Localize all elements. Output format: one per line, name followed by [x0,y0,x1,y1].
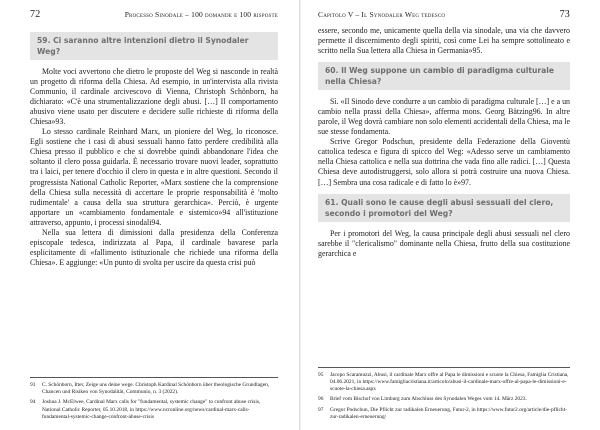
left-footnotes [30,377,278,424]
running-head-left: Processo Sinodale – 100 domande e 100 risposte [124,9,278,19]
right-running-header [318,2,570,26]
footnote-text: C. Schönborn, Itter, Zeige uns deine wege. Christoph Kardinal Schönborn über theologische Grundlagen, Chancen und Risiken von Synodalität, Communio, n. 3 (2022). [42,381,270,396]
right-footnotes [318,367,570,424]
question-59-box [30,32,278,60]
right-paragraph-3: Per i promotori del Weg, la causa principale degli abusi sessuali nel clero sarebbe il "clericalismo" dominante nella Chiesa, frutto della sua costituzione gerarchica e [318,228,570,258]
left-running-header [30,2,278,26]
right-body-text-mid [318,97,570,187]
footnote-number: 97 [318,406,324,413]
footnote-text: Jacopo Scaramuzzi, Abusi, il cardinale Marx offre al Papa le dimissioni e scuote la Chiesa, Famiglia Cristiana, 04.06.2021, in https://www.famigliacristiana.it/articolo/abusi-il-cardinale-marx-offre-al-papa-le-dimissioni-e-scuote-la-chiesa.aspx [330,371,569,393]
footnote-97 [318,407,570,421]
page-number-right: 73 [559,8,570,20]
footnote-number: 95 [318,371,324,378]
left-body-text [30,67,278,268]
footnote-text: Brief vom Bischof von Limburg zum Abschluss des Synodalen Weges vom 14. März 2023. [330,396,527,403]
footnote-number: 93 [30,381,36,388]
left-paragraph-1: Molte voci avvertono che dietro le proposte del Weg si nasconde in realtà un progetto di riforma della Chiesa. Ad esempio, in un'intervista alla rivista Communio, il cardinale arcivescovo di Vienna, Christoph Schönborn, ha dichiarato: «C'è una strumentalizzazione degli abusi. […] Il comportamento abusivo viene usato per discutere e decidere sulle richieste di riforma della Chiesa»93. [30,67,278,127]
left-paragraph-2: Lo stesso cardinale Reinhard Marx, un pioniere del Weg, lo riconosce. Egli sostiene che i casi di abusi sessuali hanno fatto perdere credibilità alla Chiesa presso il pubblico e che si dovrebbe quindi abbandonare l'idea che soltanto il clero possa guidarla. È necessario trovare nuovi leader, soprattutto tra i laici, per tenere d'occhio il clero in questa e in altre questioni. Secondo il progressista National Catholic Reporter, «Marx sostiene che la comprensione della Chiesa sulla necessità di accertare le proprie responsabilità è 'molto rudimentale' a causa della sua struttura gerarchica». Perciò, è urgente apportare un «cambiamento fondamentale e sistemico»94 all'istituzione attraverso, appunto, i processi sinodali94. [30,127,278,227]
question-60-heading: 60. Il Weg suppone un cambio di paradigma culturale nella Chiesa? [325,66,555,87]
footnote-text: Joshua J. McElwee, Cardinal Marx calls for "fundamental, systemic change" to confront abuse crisis, National Catholic Reporter, 05.10.2018, in https://www.ncronline.org/news/cardinal-marx-calls-fundamental-systemic-change-confront-abuse-crisis [42,399,261,420]
left-paragraph-3: Nella sua lettera di dimissioni dalla presidenza della Conferenza episcopale tedesca, indirizzata al Papa, il cardinale bavarese parla esplicitamente di «fallimento istituzionale che richiede una riforma della Chiesa». E aggiunge: «Un punto di svolta per uscire da questa crisi può [30,227,278,267]
footnote-94 [30,399,278,421]
question-61-box [318,194,570,222]
page-number-left: 72 [30,8,41,20]
right-body-text-bottom [318,229,570,259]
right-paragraph-2: Scrive Gregor Podschun, presidente della Federazione della Gioventù cattolica tedesca e figura di spicco del Weg: «Adesso serve un cambiamento nella Chiesa cattolica e nella sua dottrina che vada fino alle radici. […] Questa Chiesa deve autodistruggersi, solo allora si potrà costruire una nuova Chiesa. […] Sembra una cosa radicale e di fatto lo è»97. [318,137,570,187]
right-page [300,0,600,430]
right-paragraph-0: essere, secondo me, unicamente quella della via sinodale, una via che davvero permette il discernimento degli spiriti, così come Lei ha sempre sottolineato e scritto nella Sua lettera alla Chiesa in Germania»95. [318,26,570,56]
question-60-box [318,62,570,90]
footnote-number: 94 [30,399,36,406]
footnote-95 [318,372,570,394]
right-paragraph-1: Sì. «Il Sinodo deve condurre a un cambio di paradigma culturale […] e a un cambio nella prassi della Chiesa», afferma mons. Georg Bätzing96. In altre parole, il Weg dovrà cambiare non solo elementi accidentali della Chiesa, ma le sue stesse fondamenta. [318,97,570,137]
footnote-93 [30,382,278,396]
footnote-number: 96 [318,396,324,403]
footnote-text: Gregor Podschun, Die Pflicht zur radikalen Erneuerung, Futur-2, in https://www.futur2.org/article/die-pflicht-zur-radikalen-erneuerung/ [330,406,567,420]
running-head-right: Capitolo V – Il Synodaler Weg tedesco [318,9,446,19]
question-61-heading: 61. Quali sono le cause degli abusi sessuali del clero, secondo i promotori del Weg? [325,197,554,218]
right-body-text-top [318,26,570,56]
question-59-heading: 59. Ci saranno altre intenzioni dietro il Synodaler Weg? [37,36,249,56]
footnote-96 [318,396,570,403]
